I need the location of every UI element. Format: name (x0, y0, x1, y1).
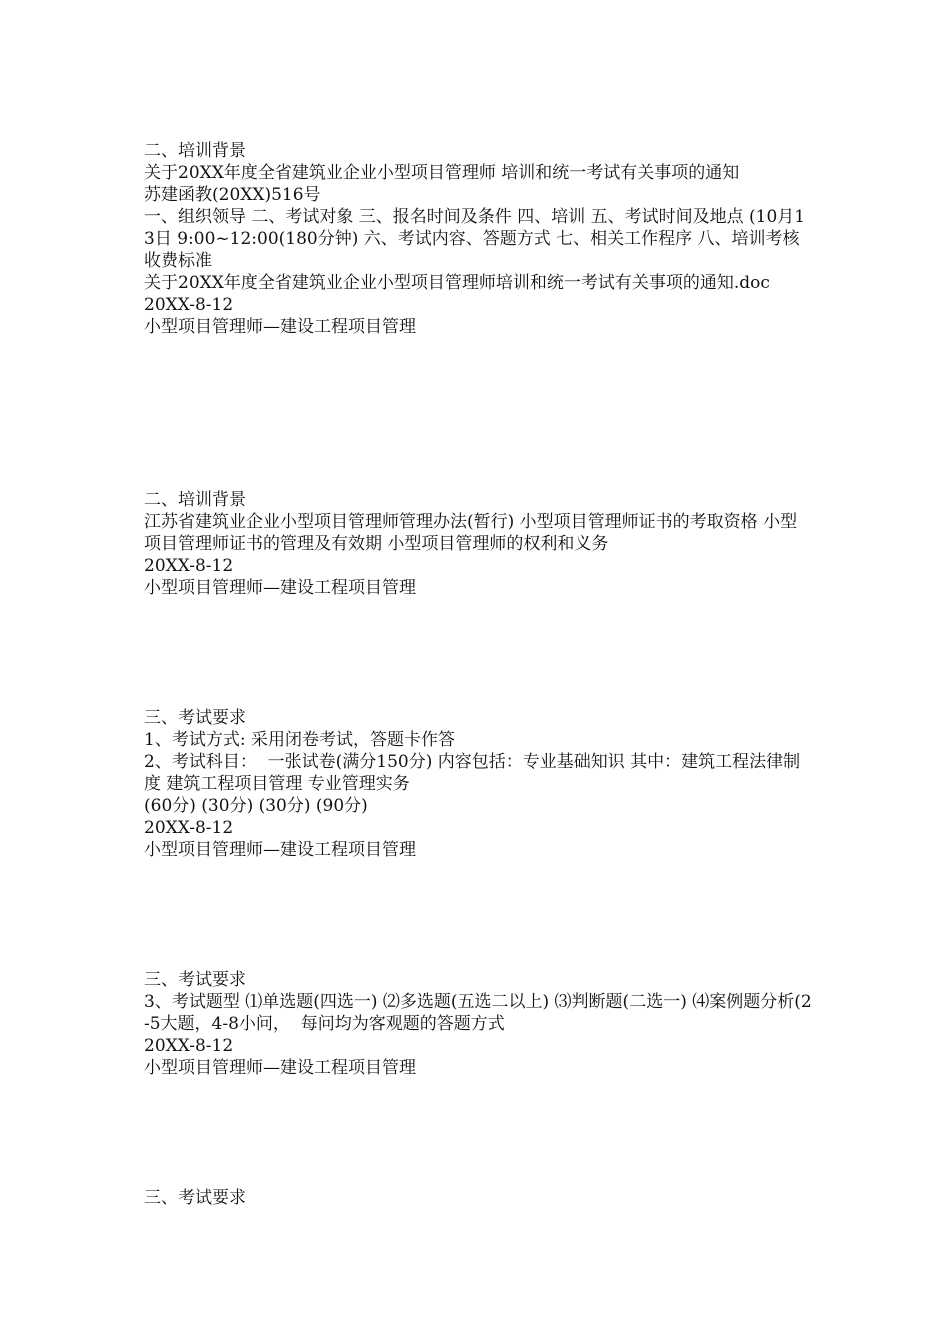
question-types: 3、考试题型 ⑴单选题(四选一) ⑵多选题(五选二以上) ⑶判断题(二选一) ⑷案例题分析(2-5大题，4-8小问， 每问均为客观题的答题方式 (144, 992, 812, 1034)
footer-caption: 小型项目管理师—建设工程项目管理 (144, 578, 416, 598)
exam-subjects: 2、考试科目： 一张试卷(满分150分) 内容包括：专业基础知识 其中：建筑工程法律制度 建筑工程项目管理 专业管理实务 (144, 752, 801, 794)
footer-caption: 小型项目管理师—建设工程项目管理 (144, 317, 416, 337)
date-text: 20XX-8-12 (144, 295, 234, 315)
section-training-background-1 (144, 140, 814, 338)
score-breakdown: (60分) (30分) (30分) (90分) (144, 796, 368, 816)
notice-outline: 一、组织领导 二、考试对象 三、报名时间及条件 四、培训 五、考试时间及地点 (10月13日 9:00~12:00(180分钟) 六、考试内容、答题方式 七、相关工作程序 八、培训考核收费标准 (144, 207, 806, 271)
footer-caption: 小型项目管理师—建设工程项目管理 (144, 1058, 416, 1078)
section-training-background-2 (144, 489, 814, 599)
date-text: 20XX-8-12 (144, 1036, 234, 1056)
section-heading: 三、考试要求 (144, 1188, 246, 1208)
section-exam-requirements-2 (144, 969, 814, 1079)
section-heading: 二、培训背景 (144, 141, 246, 161)
section-heading: 三、考试要求 (144, 708, 246, 728)
section-exam-requirements-3 (144, 1187, 814, 1209)
section-heading: 三、考试要求 (144, 970, 246, 990)
date-text: 20XX-8-12 (144, 556, 234, 576)
notice-title: 关于20XX年度全省建筑业企业小型项目管理师 培训和统一考试有关事项的通知 (144, 163, 740, 183)
exam-method: 1、考试方式: 采用闭卷考试，答题卡作答 (144, 730, 455, 750)
attachment-filename: 关于20XX年度全省建筑业企业小型项目管理师培训和统一考试有关事项的通知.doc (144, 273, 770, 293)
regulation-outline: 江苏省建筑业企业小型项目管理师管理办法(暂行) 小型项目管理师证书的考取资格 小型项目管理师证书的管理及有效期 小型项目管理师的权利和义务 (144, 512, 798, 554)
section-exam-requirements-1 (144, 707, 814, 861)
section-heading: 二、培训背景 (144, 490, 246, 510)
footer-caption: 小型项目管理师—建设工程项目管理 (144, 840, 416, 860)
date-text: 20XX-8-12 (144, 818, 234, 838)
document-number: 苏建函教(20XX)516号 (144, 185, 321, 205)
